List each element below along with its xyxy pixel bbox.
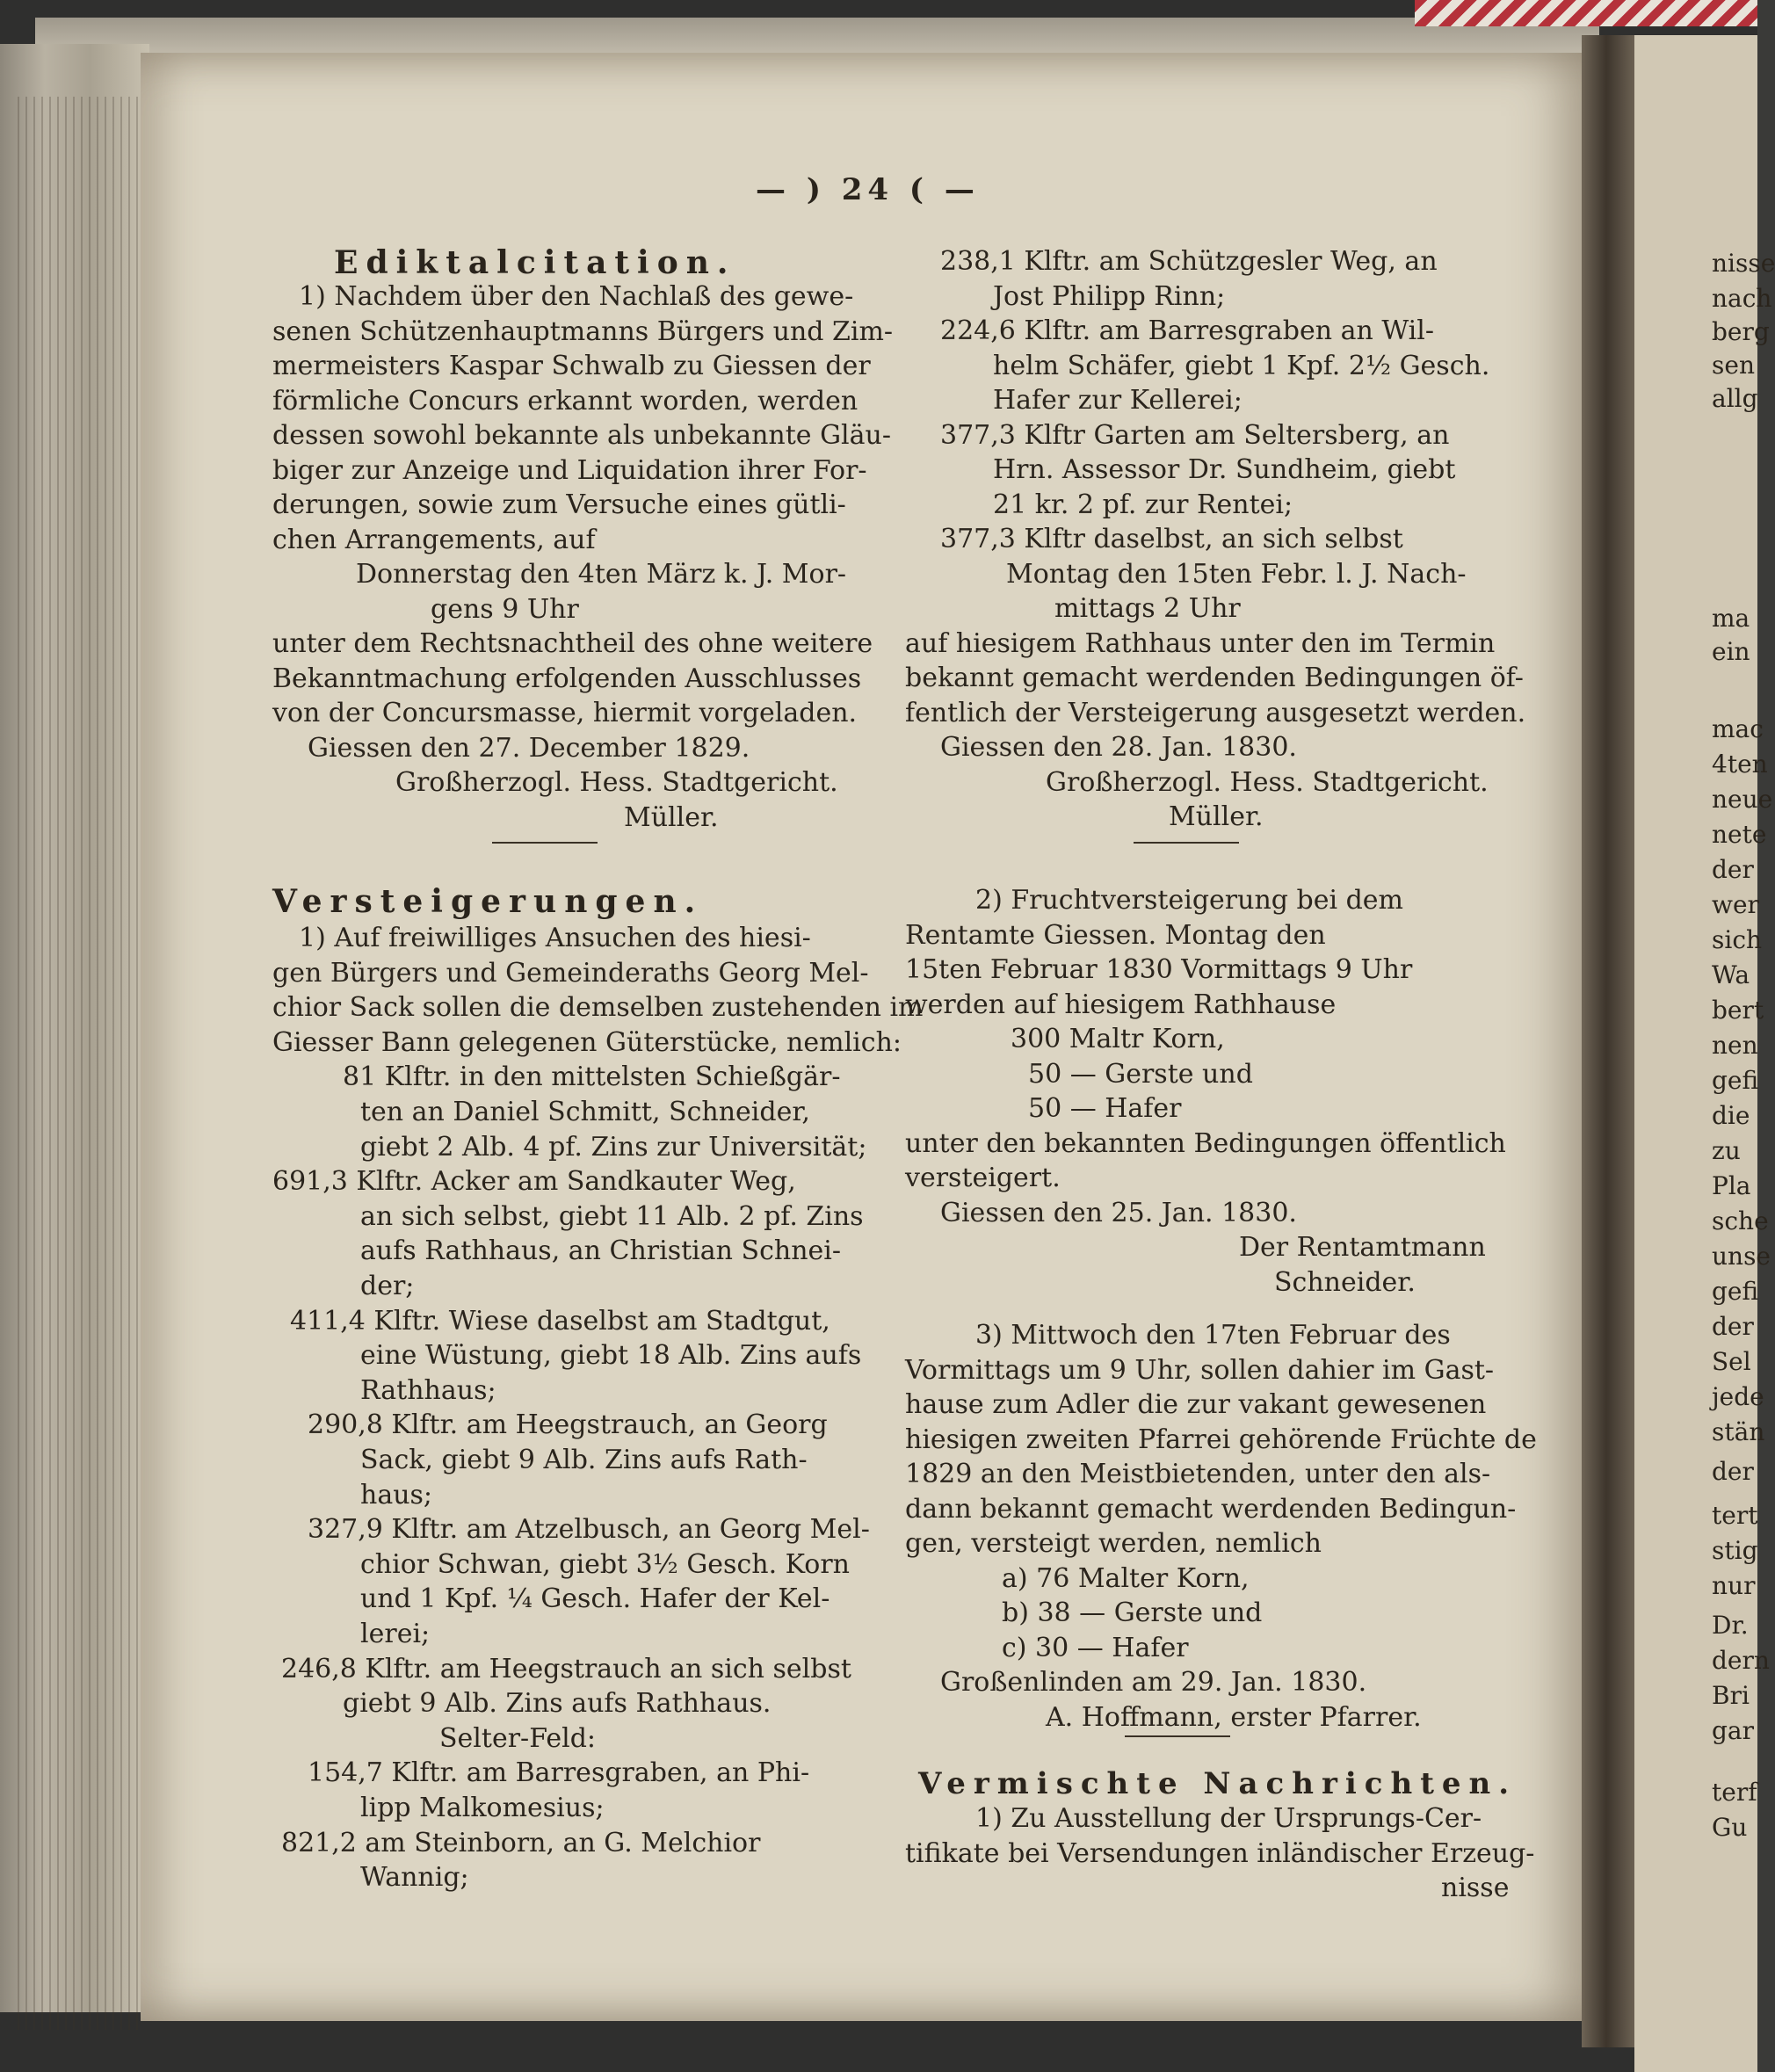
text-line: Sack, giebt 9 Alb. Zins aufs Rath- xyxy=(360,1445,808,1475)
fragment-text: neue xyxy=(1712,785,1773,814)
text-line: nisse xyxy=(1441,1873,1510,1903)
fragment-text: Pla xyxy=(1712,1171,1751,1200)
text-line: Müller. xyxy=(1169,801,1264,832)
text-line: ten an Daniel Schmitt, Schneider, xyxy=(360,1097,810,1127)
text-line: derungen, sowie zum Versuche eines gütli- xyxy=(272,489,846,520)
text-line: 246,8 Klftr. am Heegstrauch an sich selbst xyxy=(281,1653,851,1684)
text-line: unter den bekannten Bedingungen öffentlich xyxy=(905,1127,1506,1159)
text-line: tifikate bei Versendungen inländischer Erzeug- xyxy=(905,1837,1535,1869)
text-line: Großherzogl. Hess. Stadtgericht. xyxy=(395,767,838,798)
text-line: 50 — Hafer xyxy=(1028,1093,1182,1124)
text-line: werden auf hiesigem Rathhause xyxy=(905,989,1337,1020)
heading-vermischte-nachrichten: Vermischte Nachrichten. xyxy=(918,1766,1518,1801)
text-line: Großenlinden am 29. Jan. 1830. xyxy=(940,1667,1367,1698)
text-line: Bekanntmachung erfolgenden Ausschlusses xyxy=(272,663,862,694)
bookmark-ribbon xyxy=(1415,0,1757,26)
text-line: chen Arrangements, auf xyxy=(272,524,596,555)
text-line: aufs Rathhaus, an Christian Schnei- xyxy=(360,1235,842,1267)
text-line: 3) Mittwoch den 17ten Februar des xyxy=(975,1320,1451,1351)
text-line: giebt 2 Alb. 4 pf. Zins zur Universität; xyxy=(360,1131,867,1163)
fragment-text: nete xyxy=(1712,820,1767,849)
fragment-text: die xyxy=(1712,1101,1750,1130)
text-line: Müller. xyxy=(624,801,719,833)
fragment-text: der xyxy=(1712,1312,1754,1341)
text-line: der; xyxy=(360,1271,415,1301)
text-line: 1829 an den Meistbietenden, unter den als- xyxy=(905,1459,1491,1489)
text-line: 1) Nachdem über den Nachlaß des gewe- xyxy=(299,281,854,312)
text-line: Der Rentamtmann xyxy=(1239,1232,1486,1263)
fragment-text: jede xyxy=(1712,1382,1764,1411)
text-line: bekannt gemacht werdenden Bedingungen öf- xyxy=(905,663,1524,693)
fragment-text: Gu xyxy=(1712,1813,1748,1842)
divider xyxy=(492,842,598,844)
text-line: b) 38 — Gerste und xyxy=(1002,1597,1263,1628)
text-line: unter dem Rechtsnachtheil des ohne weitere xyxy=(272,628,873,659)
text-line: chior Schwan, giebt 3½ Gesch. Korn xyxy=(360,1548,850,1580)
divider xyxy=(1134,842,1239,844)
text-line: dann bekannt gemacht werdenden Bedingun- xyxy=(905,1493,1517,1525)
text-line: 290,8 Klftr. am Heegstrauch, an Georg xyxy=(308,1409,828,1441)
text-line: Giessen den 25. Jan. 1830. xyxy=(940,1197,1297,1228)
text-line: Giesser Bann gelegenen Güterstücke, nemlich: xyxy=(272,1026,902,1058)
fragment-text: unse xyxy=(1712,1242,1771,1271)
fragment-text: mac xyxy=(1712,714,1764,743)
fragment-text: zu xyxy=(1712,1136,1741,1165)
fragment-text: ma xyxy=(1712,604,1750,633)
text-line: gen Bürgers und Gemeinderaths Georg Mel- xyxy=(272,957,869,989)
fragment-text: ein xyxy=(1712,637,1750,666)
fragment-text: gefi xyxy=(1712,1277,1759,1306)
fragment-text: tert xyxy=(1712,1501,1758,1530)
text-line: 224,6 Klftr. am Barresgraben an Wil- xyxy=(940,315,1434,346)
fragment-text: bert xyxy=(1712,996,1764,1025)
fragment-text: Wa xyxy=(1712,960,1750,989)
text-line: Jost Philipp Rinn; xyxy=(993,280,1226,312)
text-line: Rathhaus; xyxy=(360,1374,496,1406)
text-line: 1) Auf freiwilliges Ansuchen des hiesi- xyxy=(299,923,811,953)
fragment-text: nur xyxy=(1712,1571,1756,1600)
text-line: 238,1 Klftr. am Schützgesler Weg, an xyxy=(940,246,1438,277)
text-line: A. Hoffmann, erster Pfarrer. xyxy=(1046,1701,1422,1733)
text-line: Giessen den 28. Jan. 1830. xyxy=(940,732,1297,763)
heading-versteigerungen: Versteigerungen. xyxy=(272,883,704,920)
fragment-text: sich xyxy=(1712,925,1763,954)
text-line: Rentamte Giessen. Montag den xyxy=(905,919,1326,951)
divider xyxy=(1125,1735,1230,1737)
fragment-text: Dr. xyxy=(1712,1611,1749,1640)
text-line: Vormittags um 9 Uhr, sollen dahier im Gast- xyxy=(905,1354,1495,1386)
text-line: hiesigen zweiten Pfarrei gehörende Früchte de xyxy=(905,1424,1537,1455)
text-line: versteigert. xyxy=(905,1163,1061,1193)
text-line: Selter-Feld: xyxy=(439,1722,597,1754)
text-line: hause zum Adler die zur vakant gewesenen xyxy=(905,1389,1487,1420)
text-line: mittags 2 Uhr xyxy=(1054,593,1241,624)
text-line: mermeisters Kaspar Schwalb zu Giessen der xyxy=(272,351,871,381)
fragment-text: der xyxy=(1712,855,1754,884)
text-line: fentlich der Versteigerung ausgesetzt werden. xyxy=(905,697,1526,728)
text-line: Giessen den 27. December 1829. xyxy=(308,732,750,764)
text-line: senen Schützenhauptmanns Bürgers und Zim- xyxy=(272,315,894,347)
fragment-text: berg xyxy=(1712,317,1770,346)
text-line: c) 30 — Hafer xyxy=(1002,1632,1189,1663)
text-line: Schneider. xyxy=(1274,1266,1416,1298)
fragment-text: gefi xyxy=(1712,1066,1759,1095)
text-line: 2) Fruchtversteigerung bei dem xyxy=(975,885,1404,916)
text-line: an sich selbst, giebt 11 Alb. 2 pf. Zins xyxy=(360,1200,864,1232)
text-line: 50 — Gerste und xyxy=(1028,1058,1253,1090)
text-line: 300 Maltr Korn, xyxy=(1011,1024,1225,1054)
text-line: gen, versteigt werden, nemlich xyxy=(905,1528,1322,1559)
text-line: biger zur Anzeige und Liquidation ihrer For- xyxy=(272,454,867,486)
text-line: 377,3 Klftr Garten am Seltersberg, an xyxy=(940,419,1450,451)
fragment-text: sche xyxy=(1712,1206,1769,1235)
text-line: giebt 9 Alb. Zins aufs Rathhaus. xyxy=(343,1688,772,1720)
page-stack-edge xyxy=(0,44,149,2012)
text-line: 411,4 Klftr. Wiese daselbst am Stadtgut, xyxy=(290,1305,830,1337)
fragment-text: stän xyxy=(1712,1417,1765,1446)
fragment-text: 4ten xyxy=(1712,750,1768,779)
text-line: förmliche Concurs erkannt worden, werden xyxy=(272,385,859,417)
text-line: haus; xyxy=(360,1479,433,1511)
fragment-text: stig xyxy=(1712,1536,1758,1565)
text-line: 327,9 Klftr. am Atzelbusch, an Georg Mel- xyxy=(308,1514,870,1546)
fragment-text: Sel xyxy=(1712,1347,1751,1376)
fragment-text: sen xyxy=(1712,351,1755,380)
text-line: Hafer zur Kellerei; xyxy=(993,385,1242,416)
text-line: 81 Klftr. in den mittelsten Schießgär- xyxy=(343,1061,841,1093)
text-line: Wannig; xyxy=(360,1862,469,1894)
text-line: dessen sowohl bekannte als unbekannte Gläu- xyxy=(272,420,891,451)
text-line: Hrn. Assessor Dr. Sundheim, giebt xyxy=(993,454,1456,485)
text-line: 1) Zu Ausstellung der Ursprungs-Cer- xyxy=(975,1803,1482,1834)
text-line: a) 76 Malter Korn, xyxy=(1002,1562,1250,1594)
text-line: 691,3 Klftr. Acker am Sandkauter Weg, xyxy=(272,1166,796,1198)
text-line: und 1 Kpf. ¼ Gesch. Hafer der Kel- xyxy=(360,1583,830,1615)
fragment-text: dern xyxy=(1712,1646,1770,1675)
fragment-text: wer xyxy=(1712,890,1759,919)
fragment-text: der xyxy=(1712,1457,1754,1486)
text-line: 821,2 am Steinborn, an G. Melchior xyxy=(281,1827,761,1858)
text-line: lipp Malkomesius; xyxy=(360,1793,605,1823)
text-line: Donnerstag den 4ten März k. J. Mor- xyxy=(356,559,847,590)
text-line: Montag den 15ten Febr. l. J. Nach- xyxy=(1006,558,1467,590)
text-line: gens 9 Uhr xyxy=(431,593,579,625)
text-line: Großherzogl. Hess. Stadtgericht. xyxy=(1046,766,1489,798)
fragment-text: nisse xyxy=(1712,249,1775,278)
text-line: chior Sack sollen die demselben zustehenden im xyxy=(272,992,924,1024)
text-line: helm Schäfer, giebt 1 Kpf. 2½ Gesch. xyxy=(993,350,1490,381)
text-line: 154,7 Klftr. am Barresgraben, an Phi- xyxy=(308,1757,810,1789)
heading-ediktalcitation: Ediktalcitation. xyxy=(334,244,736,281)
text-line: 15ten Februar 1830 Vormittags 9 Uhr xyxy=(905,954,1413,985)
page-number: — ) 24 ( — xyxy=(756,172,980,207)
text-line: 21 kr. 2 pf. zur Rentei; xyxy=(993,489,1293,520)
text-line: auf hiesigem Rathhaus unter den im Termin xyxy=(905,627,1496,659)
fragment-text: Bri xyxy=(1712,1681,1750,1710)
fragment-text: nach xyxy=(1712,284,1772,313)
text-line: 377,3 Klftr daselbst, an sich selbst xyxy=(940,524,1403,554)
text-line: von der Concursmasse, hiermit vorgeladen. xyxy=(272,698,858,728)
fragment-text: nen xyxy=(1712,1031,1758,1060)
fragment-text: allg xyxy=(1712,384,1758,413)
fragment-text: terf xyxy=(1712,1778,1757,1807)
text-line: lerei; xyxy=(360,1619,431,1649)
text-line: eine Wüstung, giebt 18 Alb. Zins aufs xyxy=(360,1340,862,1372)
fragment-text: gar xyxy=(1712,1716,1755,1745)
